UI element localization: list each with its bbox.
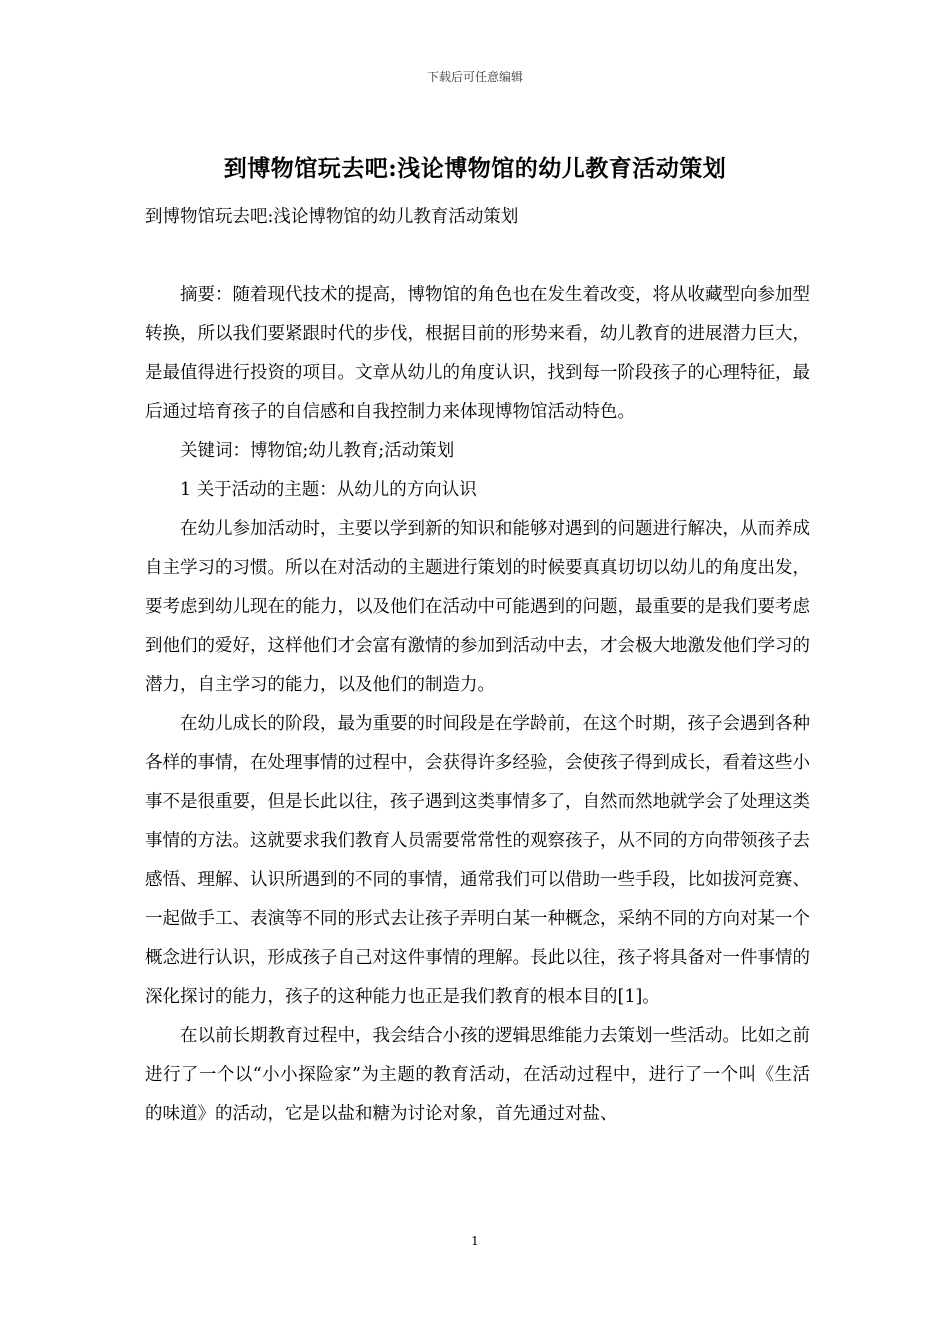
- page-header-note: 下载后可任意编辑: [426, 70, 523, 84]
- document-subtitle: 到博物馆玩去吧:浅论博物馆的幼儿教育活动策划: [145, 207, 519, 227]
- body-paragraph: 在幼儿成长的阶段，最为重要的时间段是在学龄前，在这个时期，孩子会遇到各种各样的事情，在处理事情的过程中，会获得许多经验，会使孩子得到成长，看着这些小事不是很重要，但是长此以往，孩子遇到这类事情多了，自然而然地就学会了处理这类事情的方法。这就要求我们教育人员需要常常性的观察孩子，从不同的方向带领孩子去感悟、理解、认识所遇到的不同的事情，通常我们可以借助一些手段，比如拔河竞赛、一起做手工、表演等不同的形式去让孩子弄明白某一种概念，采纳不同的方向对某一个概念进行认识，形成孩子自己对这件事情的理解。長此以往，孩子将具备对一件事情的深化探讨的能力，孩子的这种能力也正是我们教育的根本目的[1]。: [145, 714, 810, 1007]
- abstract-paragraph: 摘要：随着现代技术的提高，博物馆的角色也在发生着改变，将从收藏型向参加型转换，所以我们要紧跟时代的步伐，根据目前的形势来看，幼儿教育的进展潜力巨大，是最值得进行投资的项目。文章从幼儿的角度认识，找到每一阶段孩子的心理特征，最后通过培育孩子的自信感和自我控制力来体现博物馆活动特色。: [145, 285, 810, 422]
- document-body: [145, 198, 810, 1134]
- body-paragraph: 在以前长期教育过程中，我会结合小孩的逻辑思维能力去策划一些活动。比如之前进行了一个以“小小探险家”为主题的教育活动，在活动过程中，进行了一个叫《生活的味道》的活动，它是以盐和糖为讨论对象，首先通过对盐、: [145, 1026, 810, 1124]
- document-title: 到博物馆玩去吧:浅论博物馆的幼儿教育活动策划: [223, 155, 727, 182]
- body-paragraph: 在幼儿参加活动时，主要以学到新的知识和能够对遇到的问题进行解决，从而养成自主学习的习惯。所以在对活动的主题进行策划的时候要真真切切以幼儿的角度出发，要考虑到幼儿现在的能力，以及他们在活动中可能遇到的问题，最重要的是我们要考虑到他们的爱好，这样他们才会富有激情的参加到活动中去，才会极大地激发他们学习的潜力，自主学习的能力，以及他们的制造力。: [145, 519, 810, 695]
- section-heading: 1 关于活动的主题：从幼儿的方向认识: [180, 480, 477, 500]
- page-number: 1: [471, 1234, 479, 1248]
- keywords-line: 关键词：博物馆;幼儿教育;活动策划: [180, 441, 455, 461]
